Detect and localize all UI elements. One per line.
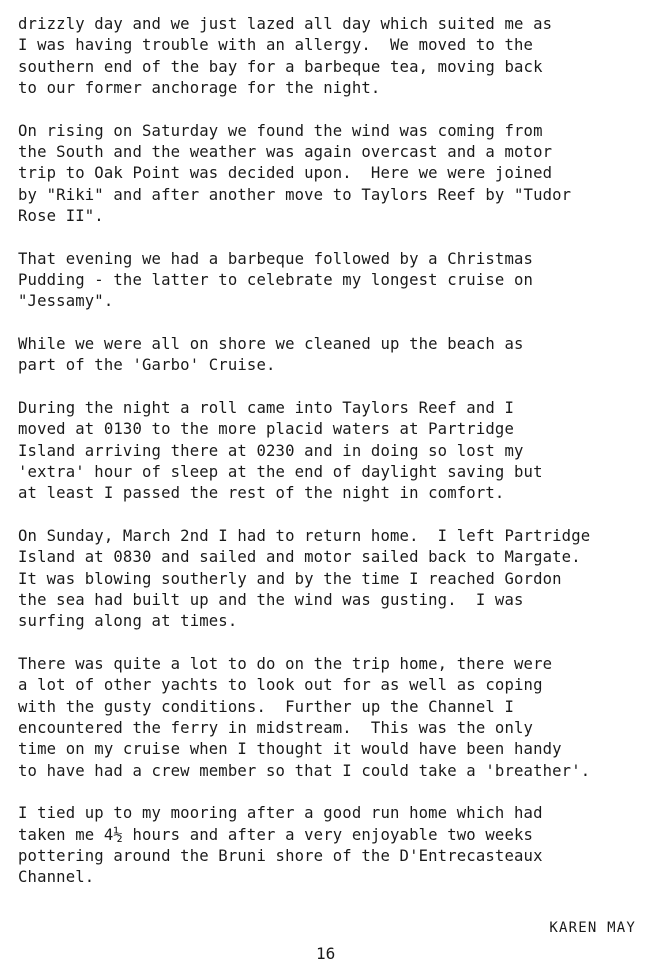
text-line: On Sunday, March 2nd I had to return home. I left Partridge: [18, 526, 591, 545]
text-line: with the gusty conditions. Further up the Channel I: [18, 697, 514, 716]
page-number: 16: [316, 944, 336, 963]
text-line: moved at 0130 to the more placid waters at Partridge: [18, 420, 514, 439]
text-line: While we were all on shore we cleaned up the beach as: [18, 334, 524, 353]
paragraph-2: [18, 121, 648, 228]
text-line: taken me 4½ hours and after a very enjoyable two weeks: [18, 825, 534, 844]
text-line: I tied up to my mooring after a good run home which had: [18, 804, 543, 823]
text-line: to our former anchorage for the night.: [18, 79, 381, 98]
paragraph-5: [18, 398, 648, 505]
text-line: the sea had built up and the wind was gusting. I was: [18, 590, 524, 609]
text-line: 'extra' hour of sleep at the end of daylight saving but: [18, 462, 543, 481]
text-line: at least I passed the rest of the night in comfort.: [18, 484, 505, 503]
text-line: During the night a roll came into Taylors Reef and I: [18, 398, 514, 417]
text-line: drizzly day and we just lazed all day which suited me as: [18, 15, 553, 33]
paragraph-6: [18, 526, 648, 633]
text-line: Pudding - the latter to celebrate my longest cruise on: [18, 271, 534, 290]
text-line: surfing along at times.: [18, 612, 238, 631]
text-line: I was having trouble with an allergy. We moved to the: [18, 36, 534, 55]
text-line: Island arriving there at 0230 and in doing so lost my: [18, 441, 524, 460]
text-line: time on my cruise when I thought it would have been handy: [18, 740, 562, 759]
paragraph-3: [18, 249, 648, 313]
paragraph-1: [18, 14, 648, 100]
paragraph-8: [18, 803, 648, 889]
text-line: part of the 'Garbo' Cruise.: [18, 356, 276, 375]
author-signature: KAREN MAY: [549, 920, 636, 936]
paragraph-7: [18, 654, 648, 782]
text-line: to have had a crew member so that I could take a 'breather'.: [18, 761, 591, 780]
text-line: the South and the weather was again overcast and a motor: [18, 143, 553, 162]
text-line: Rose II".: [18, 207, 104, 226]
text-line: by "Riki" and after another move to Taylors Reef by "Tudor: [18, 185, 572, 204]
text-line: On rising on Saturday we found the wind was coming from: [18, 121, 543, 140]
text-line: It was blowing southerly and by the time I reached Gordon: [18, 569, 562, 588]
text-line: Island at 0830 and sailed and motor sailed back to Margate.: [18, 548, 581, 567]
text-line: southern end of the bay for a barbeque tea, moving back: [18, 57, 543, 76]
text-line: a lot of other yachts to look out for as well as coping: [18, 676, 543, 695]
text-line: Channel.: [18, 868, 95, 887]
text-line: encountered the ferry in midstream. This was the only: [18, 718, 534, 737]
text-line: "Jessamy".: [18, 292, 114, 311]
article-body: [18, 14, 648, 910]
paragraph-4: [18, 334, 648, 377]
text-line: trip to Oak Point was decided upon. Here we were joined: [18, 164, 553, 183]
text-line: pottering around the Bruni shore of the D'Entrecasteaux: [18, 847, 543, 865]
text-line: That evening we had a barbeque followed by a Christmas: [18, 249, 534, 268]
text-line: There was quite a lot to do on the trip home, there were: [18, 654, 553, 673]
